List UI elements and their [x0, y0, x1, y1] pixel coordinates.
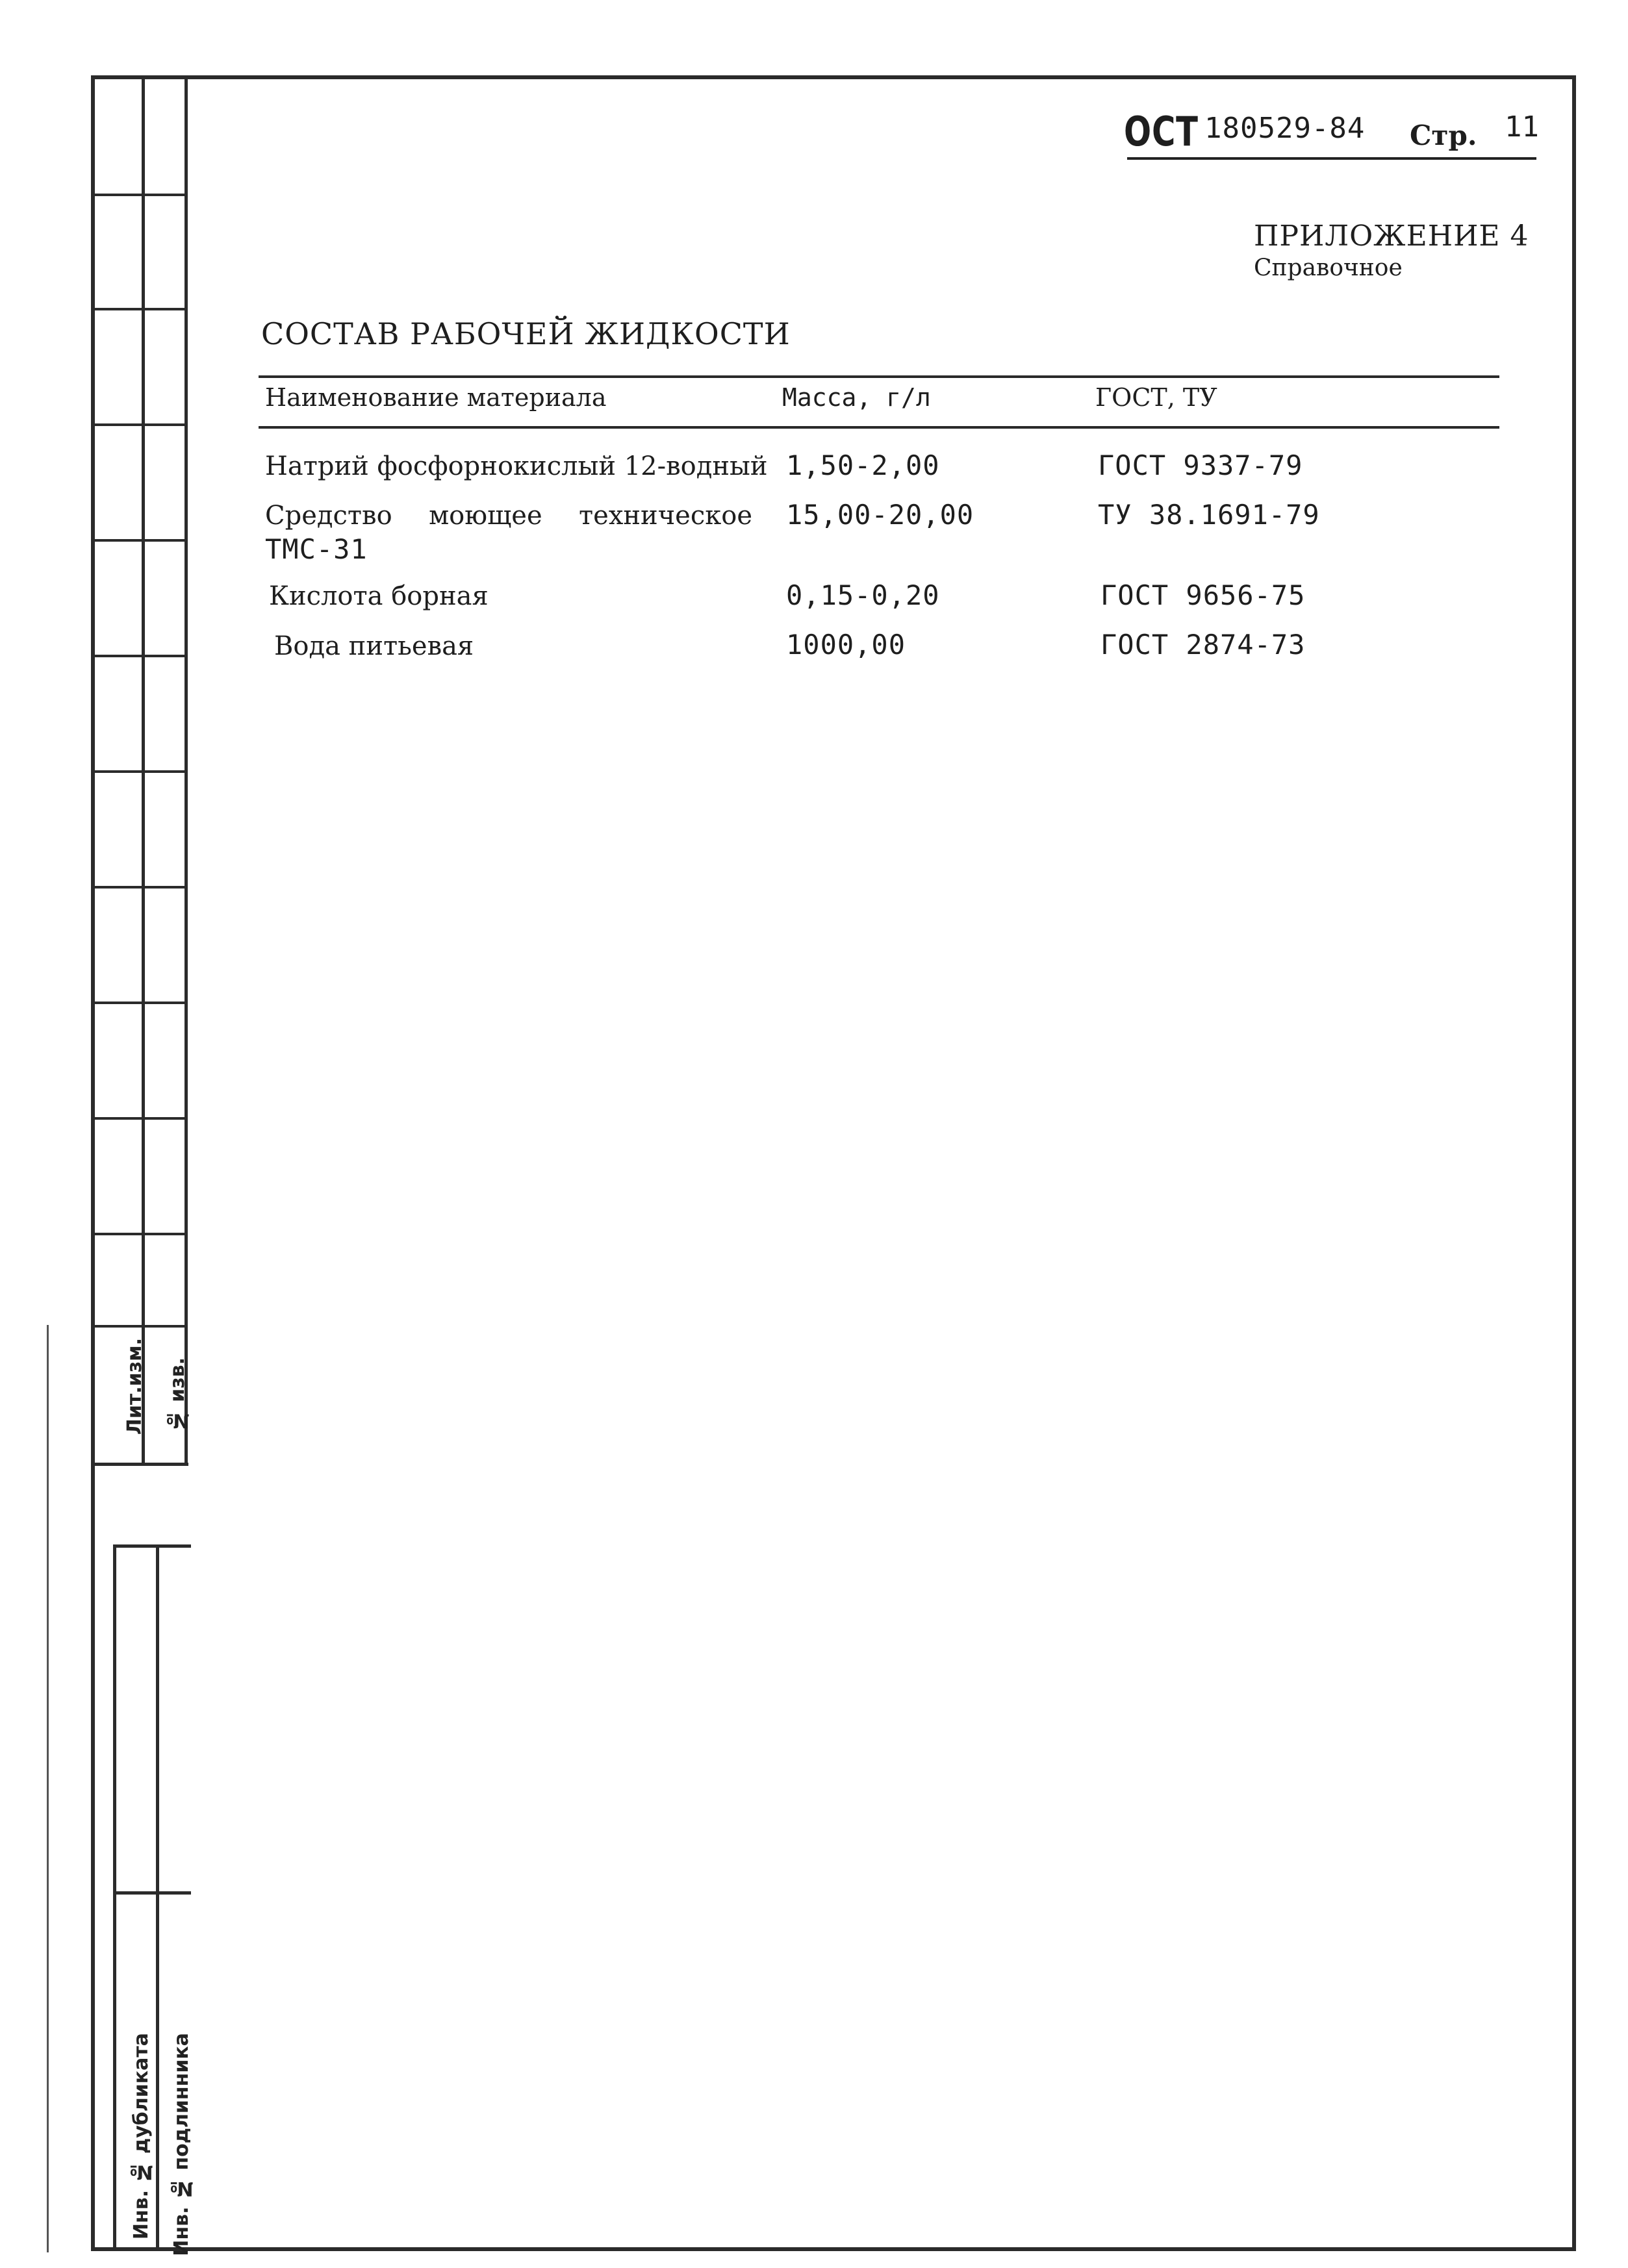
column-header-standard: ГОСТ, ТУ — [1095, 383, 1217, 412]
appendix-title: ПРИЛОЖЕНИЕ 4 — [1254, 220, 1529, 253]
margin-label-inv-dubl: Инв. № дубликата — [130, 2033, 153, 2240]
margin-label-no-izv: № изв. — [166, 1357, 189, 1432]
table-cell-mass: 1000,00 — [786, 629, 906, 661]
margin-strip-line — [91, 1117, 187, 1120]
table-cell-material: Натрий фосфорнокислый 12-водный — [265, 451, 768, 481]
margin-strip-line — [91, 1002, 187, 1004]
page-label: Стр. — [1410, 120, 1477, 151]
margin-strip-line — [91, 1325, 187, 1328]
column-header-mass: Масса, г/л — [782, 383, 931, 412]
header-underline — [1127, 157, 1536, 160]
table-top-rule — [259, 375, 1499, 378]
margin-strip-line — [113, 1544, 116, 2251]
material-word: моющее — [429, 501, 542, 531]
table-cell-mass: 15,00-20,00 — [786, 499, 974, 531]
document-header — [1124, 108, 1540, 160]
table-cell-standard: ТУ 38.1691-79 — [1098, 499, 1320, 531]
table-cell-material — [265, 499, 752, 566]
margin-label-lit-izm: Лит.изм. — [123, 1338, 146, 1435]
table-header-rule — [259, 426, 1499, 429]
scan-edge-mark — [47, 1434, 49, 2252]
margin-strip-line — [91, 423, 187, 426]
table-cell-material: Кислота борная — [269, 581, 489, 611]
margin-label-inv-podl: Инв. № подлинника — [170, 2033, 193, 2256]
margin-strip-line — [91, 770, 187, 773]
column-header-material: Наименование материала — [265, 383, 607, 412]
table-cell-mass: 1,50-2,00 — [786, 449, 940, 481]
material-word: техническое — [579, 501, 752, 531]
margin-strip-line — [113, 1891, 191, 1895]
margin-strip-line — [156, 1544, 159, 2251]
table-cell-material: Вода питьевая — [274, 631, 474, 661]
page-number: 11 — [1505, 110, 1539, 144]
appendix-subtitle: Справочное — [1254, 255, 1403, 281]
document-number: 180529-84 — [1204, 112, 1366, 145]
margin-strip-line — [91, 539, 187, 542]
material-line-2: ТМС-31 — [265, 533, 368, 565]
margin-strip-line — [91, 655, 187, 657]
table-cell-standard: ГОСТ 9337-79 — [1098, 449, 1303, 481]
margin-strip-line — [91, 1463, 188, 1466]
table-cell-standard: ГОСТ 2874-73 — [1100, 629, 1306, 661]
section-title: СОСТАВ РАБОЧЕЙ ЖИДКОСТИ — [261, 316, 791, 351]
standard-code: ОСТ — [1124, 108, 1199, 155]
material-word: Средство — [265, 501, 392, 531]
table-cell-standard: ГОСТ 9656-75 — [1100, 579, 1306, 611]
table-cell-mass: 0,15-0,20 — [786, 579, 940, 611]
margin-strip-line — [91, 1233, 187, 1235]
margin-strip-line — [91, 194, 187, 196]
margin-strip-line — [113, 1544, 191, 1548]
margin-strip-line — [91, 886, 187, 888]
margin-strip-line — [91, 308, 187, 310]
scan-edge-mark — [47, 1325, 49, 1435]
material-line-1 — [265, 499, 752, 533]
